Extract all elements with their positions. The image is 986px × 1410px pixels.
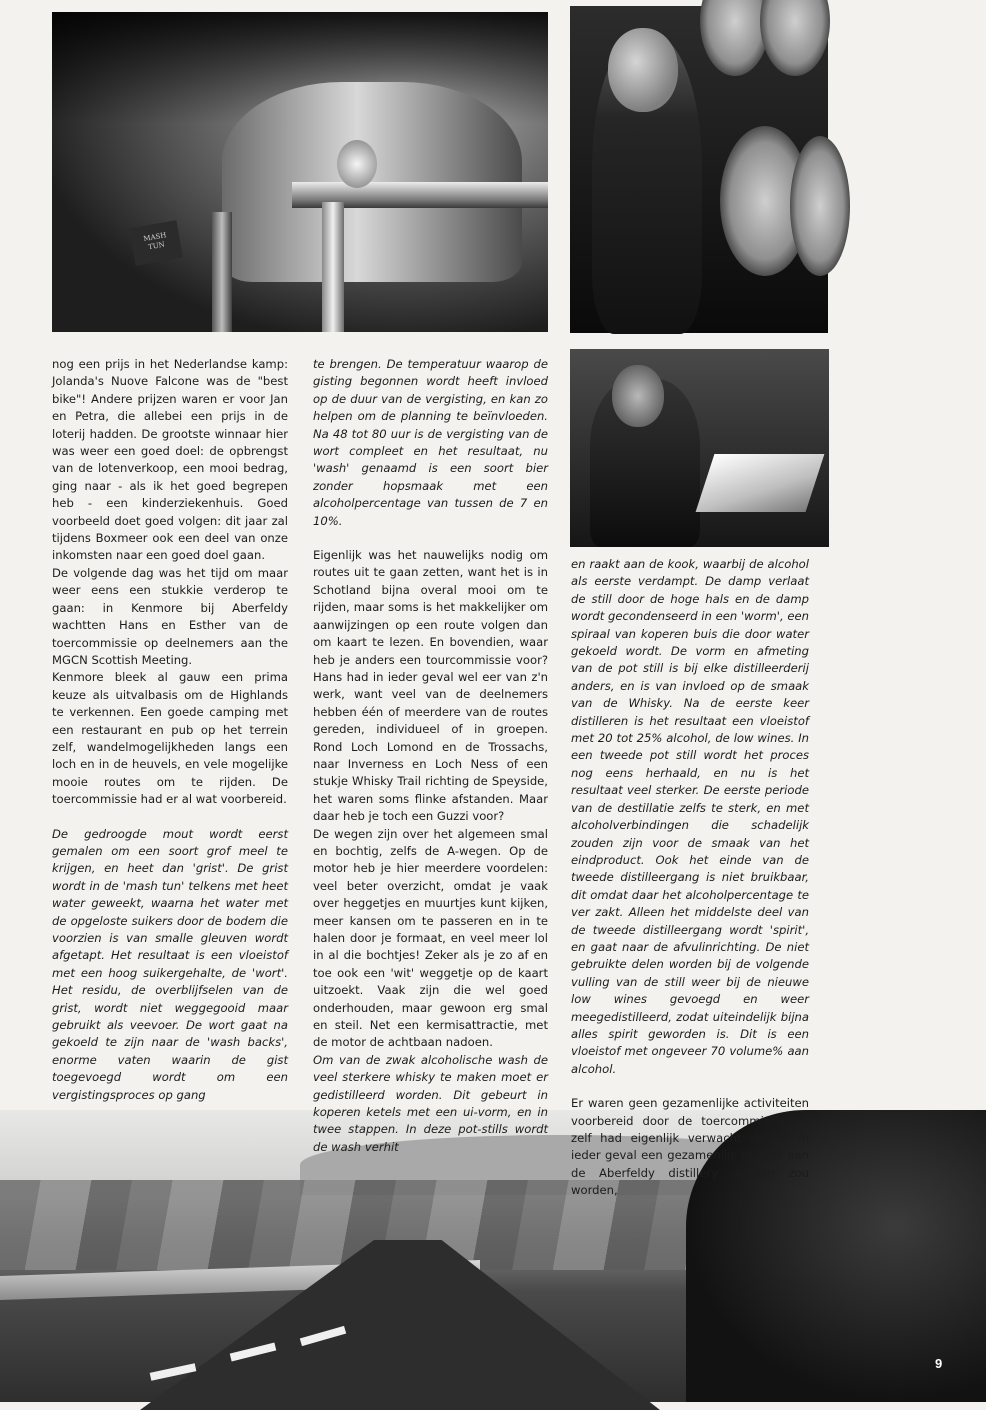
paragraph: De volgende dag was het tijd om maar weer eens een stukkie verderop te gaan: in Kenmore bij Aberfeldy wachtten Hans en Esther van de toercommissie op deelnemers aan the MGCN Scottish Meeting. [52, 565, 288, 667]
paragraph: Kenmore bleek al gauw een prima keuze als uitvalbasis om de Highlands te verkennen. Een goede camping met een restaurant en pub op het terrein zelf, wandelmogelijkheden langs een loch en in de heuvels, en vele mogelijke mooie routes om te rijden. De toercommissie had er al wat voorbereid. [52, 670, 288, 807]
page-number: 9 [935, 1356, 943, 1371]
valve [337, 140, 377, 188]
distiller-head [608, 28, 678, 112]
paragraph: nog een prijs in het Nederlandse kamp: Jolanda's Nuove Falcone was de "best bike"! Andere prijzen waren er voor Jan en Petra, die allebei een prijs in de loterij hadden. De grootste winnaar hier was weer een goed doel: de opbrengst van de lotenverkoop, een mooi bedrag, ging naar - als ik het goed begrepen heb - een kinderziekenhuis. Goed voorbeeld doet goed volgen: dit jaar zal tijdens Boxmeer ook een deel van onze inkomsten naar een goed doel gaan. [52, 357, 288, 563]
column-1 [52, 356, 288, 1102]
column-2 [313, 356, 548, 1154]
cask [790, 136, 850, 276]
paragraph: Om van de zwak alcoholische wash de veel sterkere whisky te maken moet er gedistilleerd worden. Dit gebeurt in koperen ketels met een ui-vorm, en in twee stappen. In deze pot-stills wordt de wash verhit [313, 1052, 548, 1154]
cask [760, 0, 830, 76]
pipe [212, 212, 232, 332]
paragraph: De wegen zijn over het algemeen smal en bochtig, zelfs de A-wegen. Op de motor heb je hier meerdere voordelen: veel beter overzicht, omdat je vaak over heggetjes en muurtjes kunt kijken, meer kansen om te passeren en in te halen door je formaat, en veel meer lol in al die bochtjes! Zeker als je zo af en toe ook een 'wit' weggetje op de kaart uitzoekt. Vaak zijn die wel goed onderhouden, maar gewoon erg smal en steil. Net een kermisattractie, met de motor de achtbaan nadoen. [313, 826, 548, 1050]
pipe [322, 202, 344, 332]
paragraph-gap [313, 530, 548, 547]
paragraph-gap [52, 809, 288, 826]
paragraph: te brengen. De temperatuur waarop de gisting begonnen wordt heeft invloed op de duur van de vergisting, en kan zo helpen om de planning te beïnvloeden. Na 48 tot 80 uur is de vergisting van de wort compleet en het resultaat, nu 'wash' genaamd is een soort bier zonder hopsmaak met een alcoholpercentage van tussen de 7 en 10%. [313, 357, 548, 528]
paragraph: Eigenlijk was het nauwelijks nodig om routes uit te gaan zetten, want het is in Schotland bijna overal mooi om te rijden, maar soms is het makkelijker om aanwijzingen op een route volgen dan om kaart te lezen. En bovendien, waar heb je anders een tourcommissie voor? Hans had in ieder geval wel eer van z'n werk, want veel van de deelnemers hebben één of meerdere van de routes gereden, individueel of in groepen. Rond Loch Lomond en de Trossachs, naar Inverness en Loch Ness of een stukje Whisky Trail richting de Speyside, het waren soms flinke afstanden. Maar daar heb je toch een Guzzi voor? [313, 548, 548, 824]
casks-photo [570, 6, 828, 333]
paragraph: en raakt aan de kook, waarbij de alcohol als eerste verdampt. De damp verlaat de still door de hoge hals en de damp wordt gecondenseerd in een 'worm', een spiraal van koperen buis die door water gekoeld wordt. De vorm en afmeting van de pot still is bij elke distilleerderij anders, en is van invloed op de smaak van de Whisky. Na de eerste keer distilleren is het resultaat een vloeistof met 20 tot 25% alcohol, de low wines. In een tweede pot still wordt het proces nog eens herhaald, en nu is het resultaat veel sterker. De eerste periode van de destillatie zelfs te sterk, en met alcoholverbindingen die schadelijk zouden zijn voor de smaak van het eindproduct. Ook het einde van de tweede distilleergang is niet bruikbaar, dit omdat daar het alcoholpercentage te ver zakt. Alleen het middelste deel van de tweede distilleergang wordt 'spirit', en gaat naar de afvulinrichting. De niet gebruikte delen worden bij de volgende vulling van de still weer bij de nieuwe low wines gevoegd en weer meegedistilleerd, zodat uiteindelijk bijna alles spirit geworden is. Dit is een vloeistof met ongeveer 70 volume% aan alcohol. [571, 557, 809, 1076]
mash-tun-photo [52, 12, 548, 332]
mash-tun-plate: MASH TUN [129, 220, 183, 266]
paragraph: De gedroogde mout wordt eerst gemalen om een soort grof meel te krijgen, en heet dan 'grist'. De grist wordt in de 'mash tun' telkens met heet water geweekt, waarna het water met de opgeloste suikers door de bodem die voorzien is van smalle gleuven wordt afgetapt. Het resultaat is een vloeistof met een hoog suikergehalte, de 'wort'. Het residu, de overblijfselen van de grist, wordt niet weggegooid maar gebruikt als veevoer. De wort gaat na gekoeld te zijn naar de 'wash backs', enorme vaten waarin de gist toegevoegd wordt om een vergistingsproces op gang [52, 826, 288, 1102]
column-3 [571, 556, 809, 1198]
spirit-safe [696, 454, 825, 512]
paragraph: Er waren geen gezamenlijke activiteiten voorbereid door de toercommissie. Ik zelf had eigenlijk verwacht dat er in ieder geval een gezamenlijk bezoek aan de Aberfeldy distillery gedaan zou worden, [571, 1096, 809, 1198]
stillman-head [612, 365, 664, 427]
paragraph-gap [571, 1078, 809, 1095]
spirit-safe-photo [570, 349, 829, 547]
